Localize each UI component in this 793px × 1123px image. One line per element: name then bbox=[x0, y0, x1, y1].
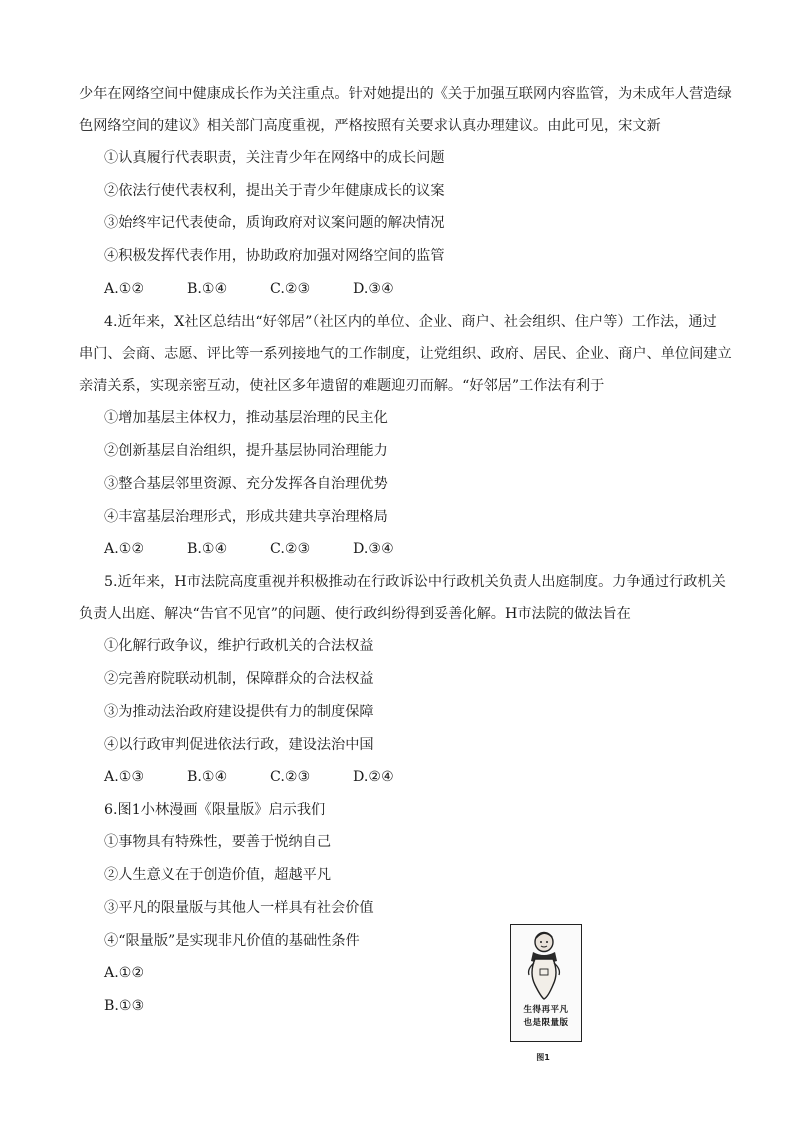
q5-choice-c: C.②③ bbox=[270, 769, 311, 785]
q4-choice-d: D.③④ bbox=[353, 541, 394, 557]
cartoon-text-line-2: 也是限量版 bbox=[523, 1018, 569, 1028]
q3-option-1: ①认真履行代表职责，关注青少年在网络中的成长问题 bbox=[104, 150, 445, 166]
q5-option-3: ③为推动法治政府建设提供有力的制度保障 bbox=[104, 704, 374, 720]
figure-caption: 图1 bbox=[536, 1053, 550, 1062]
q5-choice-b: B.①④ bbox=[187, 769, 228, 785]
cartoon-text-line-1: 生得再平凡 bbox=[523, 1005, 569, 1015]
q4-option-3: ③整合基层邻里资源、充分发挥各自治理优势 bbox=[104, 476, 388, 492]
q4-option-1: ①增加基层主体权力，推动基层治理的民主化 bbox=[104, 410, 388, 426]
q4-choice-c: C.②③ bbox=[270, 541, 311, 557]
q3-choice-d: D.③④ bbox=[353, 281, 394, 297]
q3-choices bbox=[104, 279, 436, 299]
q3-option-4: ④积极发挥代表作用，协助政府加强对网络空间的监管 bbox=[104, 248, 445, 264]
q3-choice-b: B.①④ bbox=[187, 281, 228, 297]
q4-stem-line-1: 4.近年来，X社区总结出“好邻居”（社区内的单位、企业、商户、社会组织、住户等）工作法，通过 bbox=[104, 314, 717, 330]
q5-option-4: ④以行政审判促进依法行政，建设法治中国 bbox=[104, 737, 374, 753]
q5-choice-d: D.②④ bbox=[353, 769, 394, 785]
q3-choice-a: A.①② bbox=[104, 281, 145, 297]
q3-stem-line-2: 色网络空间的建议》相关部门高度重视，严格按照有关要求认真办理建议。由此可见，宋文新 bbox=[79, 118, 661, 134]
q4-choice-b: B.①④ bbox=[187, 541, 228, 557]
q5-option-1: ①化解行政争议，维护行政机关的合法权益 bbox=[104, 638, 374, 654]
q6-option-3: ③平凡的限量版与其他人一样具有社会价值 bbox=[104, 900, 374, 916]
q4-stem-line-3: 亲清关系，实现亲密互动，使社区多年遗留的难题迎刃而解。“好邻居”工作法有利于 bbox=[79, 378, 605, 394]
q5-option-2: ②完善府院联动机制，保障群众的合法权益 bbox=[104, 671, 374, 687]
q4-option-2: ②创新基层自治组织，提升基层协同治理能力 bbox=[104, 443, 388, 459]
q5-choices bbox=[104, 767, 436, 787]
q3-option-3: ③始终牢记代表使命，质询政府对议案问题的解决情况 bbox=[104, 215, 445, 231]
q4-choices bbox=[104, 539, 436, 559]
q6-stem: 6.图1小林漫画《限量版》启示我们 bbox=[104, 802, 326, 818]
q6-choice-a: A.①② bbox=[104, 965, 145, 981]
q4-choice-a: A.①② bbox=[104, 541, 145, 557]
q4-option-4: ④丰富基层治理形式，形成共建共享治理格局 bbox=[104, 509, 388, 525]
q6-choice-b: B.①③ bbox=[104, 998, 145, 1014]
q6-option-4: ④“限量版”是实现非凡价值的基础性条件 bbox=[104, 933, 360, 949]
q5-stem-line-2: 负责人出庭、解决“告官不见官”的问题、使行政纠纷得到妥善化解。H市法院的做法旨在 bbox=[79, 606, 631, 622]
q5-stem-line-1: 5.近年来，H市法院高度重视并积极推动在行政诉讼中行政机关负责人出庭制度。力争通过行政机关 bbox=[104, 574, 726, 590]
cartoon-figure bbox=[510, 924, 582, 1042]
q6-option-1: ①事物具有特殊性，要善于悦纳自己 bbox=[104, 834, 332, 850]
q6-option-2: ②人生意义在于创造价值，超越平凡 bbox=[104, 867, 332, 883]
q5-choice-a: A.①③ bbox=[104, 769, 145, 785]
q3-choice-c: C.②③ bbox=[270, 281, 311, 297]
q3-stem-line-1: 少年在网络空间中健康成长作为关注重点。针对她提出的《关于加强互联网内容监管，为未成年人营造绿 bbox=[79, 86, 732, 102]
q3-option-2: ②依法行使代表权利，提出关于青少年健康成长的议案 bbox=[104, 183, 445, 199]
q4-stem-line-2: 串门、会商、志愿、评比等一系列接地气的工作制度，让党组织、政府、居民、企业、商户、单位间建立 bbox=[79, 346, 732, 362]
